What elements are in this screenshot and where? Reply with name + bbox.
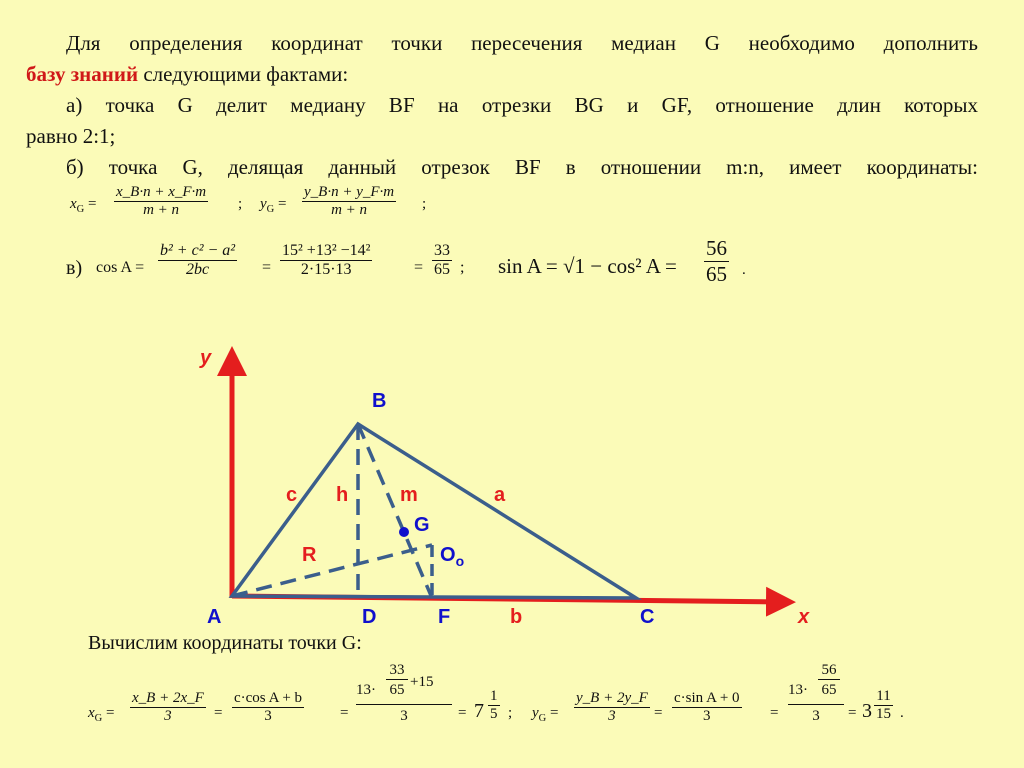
calc-xg-lhs: $x_G$ =	[88, 705, 115, 724]
cos-fraction-numeric: $\frac{\text{15² +13² −14²}}{2\cdot 15\cdot 13}$	[282, 242, 371, 278]
height-h-label: h	[336, 484, 349, 506]
fact-a-text2: равно 2:1;	[26, 124, 116, 148]
point-g-label: G	[414, 514, 430, 536]
vertex-c-label: C	[640, 606, 655, 628]
calc-yg-eq2: =	[770, 705, 779, 721]
cos-fraction-symbolic: $\frac{\text{b² + c² − a²}}{2bc}$	[160, 242, 236, 278]
median-bf	[358, 424, 432, 598]
cos-fraction-result: $\frac{33}{65}$	[434, 242, 450, 278]
knowledge-base-highlight: базу знаний	[26, 62, 139, 86]
calc-yg-result-frac: $\frac{11}{15}$	[876, 688, 891, 722]
center-o-label: $O_o$	[440, 544, 465, 569]
calc-xg-frac2: $\frac{\text{c·cos A + b}}{3}$	[234, 690, 303, 724]
calc-yg-frac1: $\frac{y\_B + 2y\_F}{3}$	[576, 690, 648, 724]
fact-b-text: б) точка G, делящая данный отрезок BF в отношении m:n, имеет координаты:	[66, 155, 978, 179]
intro-rest: следующими фактами:	[143, 62, 349, 86]
xg-fraction: $\frac{x\_B\cdot n + x\_F\cdot m}{m + n}$	[116, 184, 207, 218]
calc-yg-period: .	[900, 705, 904, 721]
point-d-label: D	[362, 606, 377, 628]
axis-y-label: y	[200, 347, 212, 369]
calc-xg-result-frac: $\frac{1}{5}$	[490, 688, 498, 722]
cos-separator: ;	[460, 259, 465, 276]
eq1: =	[262, 259, 272, 276]
sin-lhs: sin A = √1 − cos² A =	[498, 254, 677, 278]
eq2: =	[414, 259, 424, 276]
calc-xg-frac1: $\frac{x\_B + 2x\_F}{3}$	[132, 690, 204, 724]
radius-r-label: R	[302, 544, 317, 566]
side-a-label: a	[494, 484, 506, 506]
calc-yg-frac2: $\frac{\text{c·sin A + 0}}{3}$	[674, 690, 740, 724]
calc-yg-frac3: 13· 56 65 3	[788, 668, 844, 738]
yg-separator: ;	[422, 196, 427, 212]
calc-xg-frac3: 13· 33 65 +15 3	[356, 668, 452, 738]
calc-xg-result: 7	[474, 700, 484, 722]
axis-x-label: x	[798, 606, 810, 628]
intro-text: Для определения координат точки пересечения медиан G необходимо дополнить	[66, 31, 978, 55]
vertex-b-label: B	[372, 390, 387, 412]
vertex-a-label: A	[207, 606, 222, 628]
calc-yg-lhs: $y_G$ =	[532, 705, 559, 724]
yg-formula-lhs: $y_G$ =	[260, 196, 287, 215]
triangle-abc	[232, 424, 636, 598]
item-v-label: в)	[66, 257, 83, 279]
calc-xg-eq3: =	[458, 705, 467, 721]
sin-fraction: $\frac{56}{65}$	[706, 236, 727, 286]
calc-xg-eq1: =	[214, 705, 223, 721]
point-f-label: F	[438, 606, 451, 628]
calc-yg-result: 3	[862, 700, 872, 722]
fact-a-text: а) точка G делит медиану BF на отрезки BG и GF, отношение длин которых	[66, 93, 978, 117]
calc-heading: Вычислим координаты точки G:	[88, 632, 362, 654]
point-g	[399, 527, 409, 537]
xg-formula-lhs: $x_G$ =	[70, 196, 97, 215]
calc-yg-eq1: =	[654, 705, 663, 721]
side-b-label: b	[510, 606, 523, 628]
side-c-label: c	[286, 484, 298, 506]
median-m-label: m	[400, 484, 418, 506]
calc-xg-sep: ;	[508, 705, 513, 721]
sin-period: .	[742, 262, 746, 278]
yg-fraction: $\frac{y\_B\cdot n + y\_F\cdot m}{m + n}$	[304, 184, 395, 218]
calc-xg-eq2: =	[340, 705, 349, 721]
calc-yg-eq3: =	[848, 705, 857, 721]
xg-separator: ;	[238, 196, 243, 212]
cos-lhs: cos A =	[96, 259, 145, 276]
